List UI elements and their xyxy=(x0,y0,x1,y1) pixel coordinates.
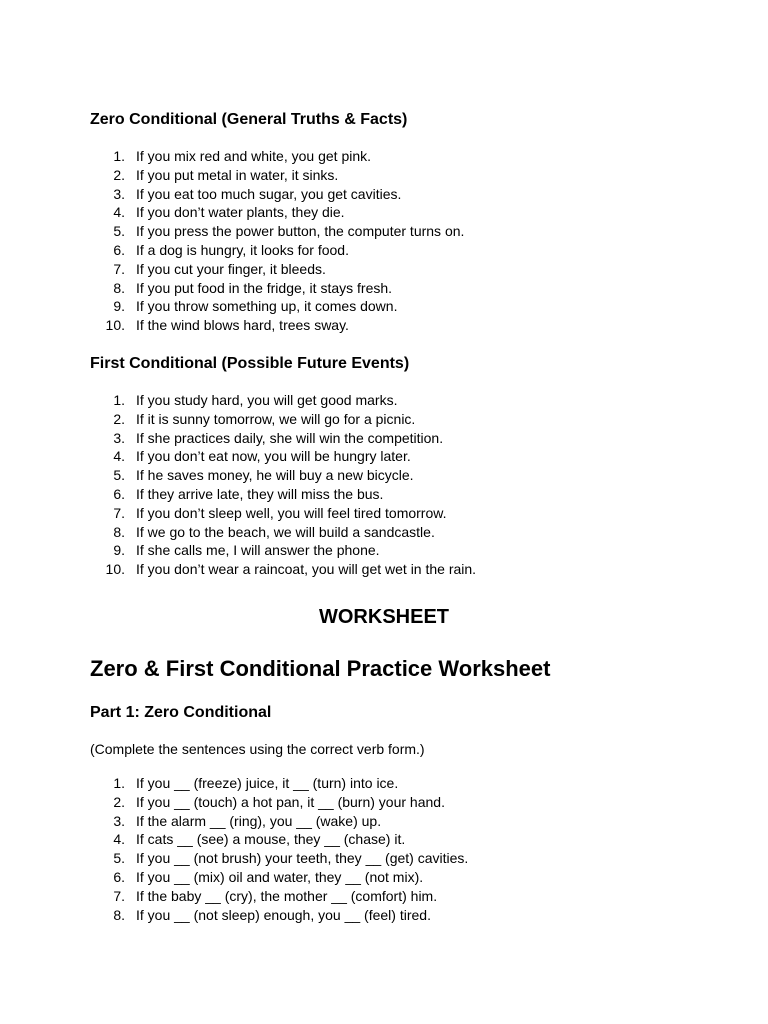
item-number: 10. xyxy=(105,561,125,578)
item-number: 2. xyxy=(113,166,125,183)
item-number: 6. xyxy=(113,485,125,502)
item-number: 6. xyxy=(113,868,125,885)
item-text: If he saves money, he will buy a new bicycle. xyxy=(136,467,414,484)
item-text: If you __ (not brush) your teeth, they __ (get) cavities. xyxy=(136,850,469,867)
item-number: 7. xyxy=(113,260,125,277)
item-text: If you __ (touch) a hot pan, it __ (burn) your hand. xyxy=(136,793,445,810)
item-text: If you throw something up, it comes down. xyxy=(136,298,398,315)
item-text: If you study hard, you will get good marks. xyxy=(136,392,398,408)
item-text: If you cut your finger, it bleeds. xyxy=(136,260,326,277)
item-text: If you don’t water plants, they die. xyxy=(136,204,345,221)
item-text: If we go to the beach, we will build a sandcastle. xyxy=(136,523,435,540)
item-number: 1. xyxy=(113,392,125,408)
item-text: If a dog is hungry, it looks for food. xyxy=(136,241,349,258)
item-text: If you eat too much sugar, you get cavities. xyxy=(136,185,402,202)
item-number: 6. xyxy=(113,241,125,258)
item-number: 5. xyxy=(113,850,125,867)
item-number: 2. xyxy=(113,410,125,427)
item-text: If it is sunny tomorrow, we will go for a picnic. xyxy=(136,410,416,427)
item-number: 8. xyxy=(113,906,125,923)
item-text: If cats __ (see) a mouse, they __ (chase) it. xyxy=(136,831,406,848)
item-text: If you __ (freeze) juice, it __ (turn) into ice. xyxy=(136,775,399,791)
item-text: If she practices daily, she will win the competition. xyxy=(136,429,444,446)
item-text: If you don’t sleep well, you will feel tired tomorrow. xyxy=(136,504,447,521)
item-text: If you mix red and white, you get pink. xyxy=(136,148,372,164)
item-text: If you put food in the fridge, it stays fresh. xyxy=(136,279,393,296)
item-number: 1. xyxy=(113,148,125,164)
part1-heading: Part 1: Zero Conditional xyxy=(90,704,272,721)
item-number: 8. xyxy=(113,279,125,296)
worksheet-title: Zero & First Conditional Practice Worksheet xyxy=(90,656,551,681)
zero-conditional-heading: Zero Conditional (General Truths & Facts) xyxy=(90,111,408,128)
item-number: 3. xyxy=(113,185,125,202)
item-text: If the alarm __ (ring), you __ (wake) up. xyxy=(136,812,382,829)
item-number: 5. xyxy=(113,467,125,484)
item-number: 7. xyxy=(113,504,125,521)
item-number: 2. xyxy=(113,793,125,810)
item-number: 9. xyxy=(113,298,125,315)
item-number: 4. xyxy=(113,831,125,848)
item-text: If the wind blows hard, trees sway. xyxy=(136,317,349,334)
item-text: If you don’t eat now, you will be hungry later. xyxy=(136,448,411,465)
item-number: 4. xyxy=(113,448,125,465)
item-text: If you put metal in water, it sinks. xyxy=(136,166,339,183)
item-number: 1. xyxy=(113,775,125,791)
item-number: 4. xyxy=(113,204,125,221)
item-text: If you __ (mix) oil and water, they __ (not mix). xyxy=(136,868,424,885)
part1-instruction: (Complete the sentences using the correct verb form.) xyxy=(90,741,425,757)
item-number: 10. xyxy=(105,317,125,334)
item-text: If you don’t wear a raincoat, you will get wet in the rain. xyxy=(136,561,477,578)
worksheet-label: WORKSHEET xyxy=(319,606,449,628)
item-text: If you __ (not sleep) enough, you __ (feel) tired. xyxy=(136,906,431,923)
item-text: If you press the power button, the computer turns on. xyxy=(136,223,465,240)
first-conditional-heading: First Conditional (Possible Future Events) xyxy=(90,355,410,372)
item-number: 5. xyxy=(113,223,125,240)
item-number: 8. xyxy=(113,523,125,540)
item-text: If she calls me, I will answer the phone. xyxy=(136,542,380,559)
item-number: 3. xyxy=(113,429,125,446)
item-text: If the baby __ (cry), the mother __ (comfort) him. xyxy=(136,887,438,904)
item-text: If they arrive late, they will miss the bus. xyxy=(136,485,384,502)
item-number: 7. xyxy=(113,887,125,904)
item-number: 9. xyxy=(113,542,125,559)
item-number: 3. xyxy=(113,812,125,829)
